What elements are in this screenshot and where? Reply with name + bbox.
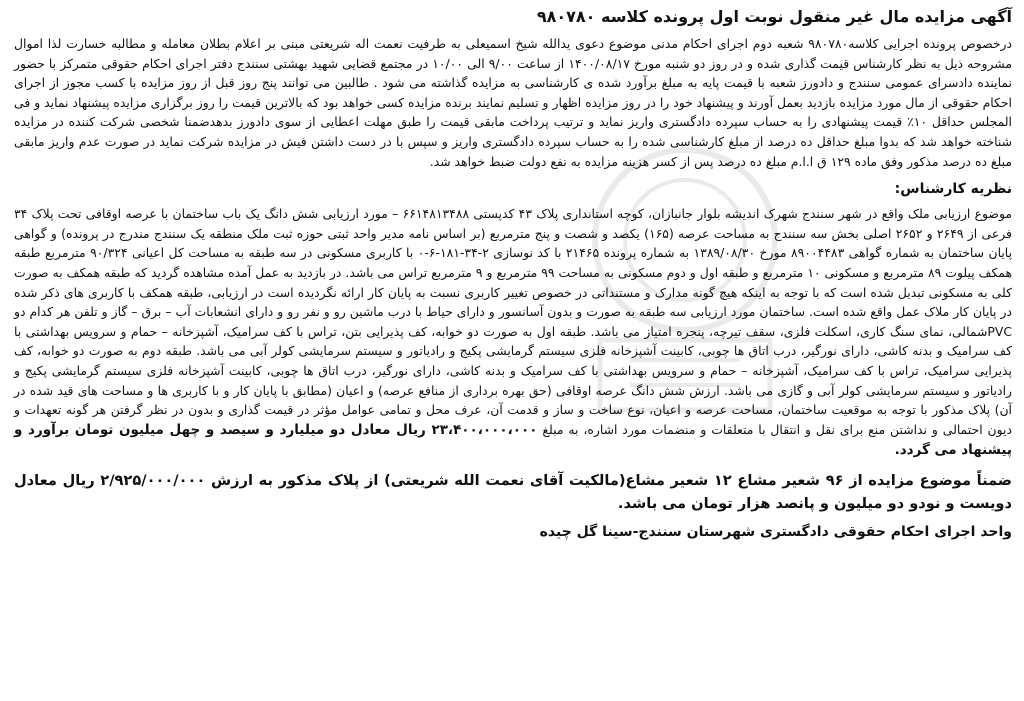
share-clause: ضمناً موضوع مزایده از ۹۶ شعیر مشاع ۱۲ شعیر مشاع(مالکیت آقای نعمت الله شریعتی) از پلاک مذکور به ارزش ۲/۹۲۵/۰۰۰/۰۰۰ ریال معادل دویست و نودو دو میلیون و پانصد هزار تومان می باشد.: [14, 471, 1012, 512]
expert-opinion-paragraph: [14, 204, 1012, 461]
signature-line: واحد اجرای احکام حقوقی دادگستری شهرستان سنندج-سینا گل چیده: [539, 523, 1012, 540]
expert-opinion-body: موضوع ارزیابی ملک واقع در شهر سنندج شهرک اندیشه بلوار جانبازان، کوچه استانداری پلاک ۴۳ کدپستی ۶۶۱۴۸۱۳۴۸۸ – مورد ارزیابی شش دانگ یک باب ساختمان با عرصه اوقافی تحت پلاک ۳۴ فرعی از ۲۶۴۹ و ۲۶۵۲ اصلی بخش سه سنندج به مساحت عرصه (۱۶۵) یکصد و شصت و پنج مترمربع (بر اساس نامه مدیر واحد ثبتی حوزه ثبت ملک منطقه یک سنندج مندرج در پرونده) و گواهی پایان ساختمان به شماره گواهی ۸۹۰۰۴۴۸۳ مورخ ۱۳۸۹/۰۸/۳۰ به شماره پرونده ۲۱۴۶۵ با کد نوسازی ۲-۳۴-۱۸۱-۶-۰ با کاربری مسکونی در سه طبقه به مساحت کل اعیانی ۹۰/۳۲۴ مترمربع طبقه همکف پیلوت ۸۹ مترمربع و مسکونی ۱۰ مترمربع و طبقه اول و دوم مسکونی به مساحت ۹۹ مترمربع و ۹ مترمربع تراس می باشد. در بازدید به عمل آمده مشاهده گردید که طبقه همکف به صورت کلی به مسکونی تبدیل شده است که با توجه به اینکه هیچ گونه مدارک و مستنداتی در خصوص تغییر کاربری نسبت به پایان کار ارائه نگردیده است در ارزیابی، طبقه همکف با کاربری های ذکر شده در پایان کار ملاک عمل واقع شده است. ساختمان مورد ارزیابی سه طبقه به صورت و بدون آسانسور و دارای حیاط با درب ماشین رو و نفر رو و دارای انشعابات آب – برق – گاز و تلفن هر کدام دو PVCشمالی، نمای سنگ کاری، اسکلت فلزی، سقف تیرچه، پنجره امتیاز می باشد. طبقه اول به صورت دو خوابه، کف پذیرایی بتن، تراس با کف سرامیک، آشپزخانه – حمام و سرویس بهداشتی با کف سرامیک و بدنه کاشی، دارای نورگیر، درب اتاق ها چوبی، کابینت آشپزخانه فلزی سیستم گرمایشی پکیج و رادیاتور و سیستم سرمایشی کولر آبی می باشد. طبقه دوم به صورت دو خوابه، کف پذیرایی سرامیک، تراس با کف سرامیک، آشپزخانه – حمام و سرویس بهداشتی با کف سرامیک و بدنه کاشی، دارای نورگیر، درب اتاق ها چوبی، کابینت آشپزخانه فلزی سیستم گرمایشی پکیج و رادیاتور و سیستم سرمایشی کولر آبی و گازی می باشد. ارزش شش دانگ عرصه اوقافی (حق بهره برداری از منافع عرصه) و اعیان (مطابق با پایان کار و با کاربری ها و مساحت های قید شده در آن) پلاک مذکور با توجه به موقعیت ساختمان، مساحت عرصه و اعیان، نوع ساخت و ساز و قدمت آن، عرف محل و تمامی عوامل مؤثر در قیمت گذاری و بدون در نظر گرفتن هر گونه تعهدات و دیون احتمالی و نداشتن منع برای نقل و انتقال با متعلقات و منضمات مورد اشاره، به مبلغ: [14, 206, 1013, 437]
expert-valuation-total: ۲۳،۴۰۰،۰۰۰،۰۰۰ ریال معادل دو میلیارد و سیصد و چهل میلیون تومان برآورد و پیشنهاد می گردد.: [14, 421, 1012, 459]
intro-paragraph: درخصوص پرونده اجرایی کلاسه۹۸۰۷۸۰ شعبه دوم اجرای احکام مدنی موضوع دعوی یدالله شیخ اسمیعلی به طرفیت نعمت اله شریعتی مبنی بر اعلام بطلان معامله و مطالبه خسارت لذا اموال مشروحه ذیل به نظر کارشناس قیمت گذاری شده و در روز دو شنبه مورخ ۱۴۰۰/۰۸/۱۷ از ساعت ۹/۰۰ الی ۱۰/۰۰ در مجتمع قضایی شهید بهشتی سنندج دفتر اجرای احکام حقوقی متمرکز با حضور نماینده دادسرای عمومی سنندج و دادورز شعبه با قیمت پایه به مبلغ برآورد شده ی کارشناسی به مزایده گذاشته می شود . طالبین می توانند پنج روز قبل از روز مزایده با کسب مجوز از اجرای احکام حقوقی از مال مورد مزایده بازدید بعمل آورند و پیشنهاد خود را در روز مزایده اظهار و تسلیم نمایند برنده مزایده کسی خواهد بود که بالاترین قیمت را روز برگزاری مزایده پیشنهاد نماید و فی المجلس حداقل ۱۰٪ قیمت پیشنهادی را به حساب سپرده دادگستری واریز نماید و ترتیب پرداخت مابقی قیمت را طبق مهلت اعطایی از سوی دادورز بدهدضمنا شخصی شرکت کننده در مزایده شناخته خواهد شد که بدوا مبلغ حداقل ده درصد از مبلغ کارشناسی شده را به حساب سپرده دادگستری واریز و سپس با در دست داشتن فیش در مزایده شرکت نماید در صورت عدم واریز مابقی مبلغ ده درصد مذکور وفق ماده ۱۲۹ ق ا.ا.م مبلغ ده درصد پس از کسر هزینه مزایده به نفع دولت ضبط خواهد شد.: [14, 36, 1013, 169]
expert-opinion-heading: نظریه کارشناس:: [894, 181, 1012, 198]
notice-title: آگهی مزایده مال غیر منقول نوبت اول پرونده کلاسه ۹۸۰۷۸۰: [536, 7, 1012, 26]
